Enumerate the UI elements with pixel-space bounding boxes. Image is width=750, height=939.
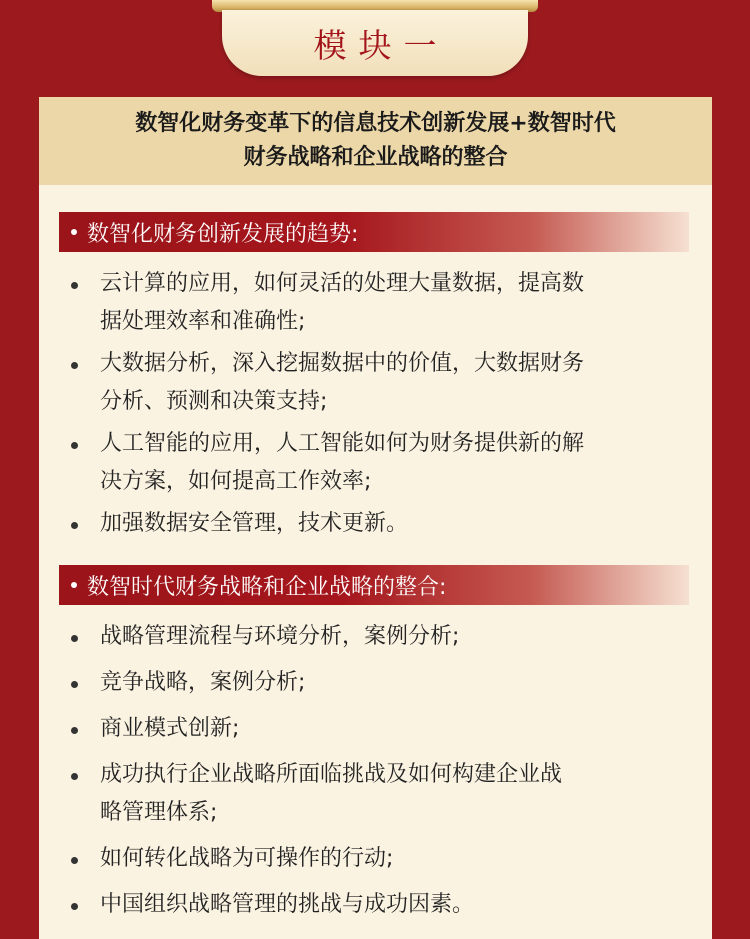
module-banner: [222, 10, 528, 76]
item-text: 中国组织战略管理的挑战与成功因素。: [100, 892, 475, 917]
section-1-list: [59, 265, 699, 543]
item-text: 竞争战略，案例分析;: [100, 670, 306, 695]
section-2-bar: [59, 565, 689, 605]
module-title: 模块一: [313, 25, 449, 65]
section-2-list: [59, 618, 699, 924]
list-item: [59, 345, 699, 421]
bullet-dot: [71, 635, 78, 642]
item-text: 决方案，如何提高工作效率;: [100, 469, 372, 494]
list-item: [59, 886, 699, 924]
list-item: [59, 618, 699, 656]
list-item: [59, 710, 699, 748]
item-text: 成功执行企业战略所面临挑战及如何构建企业战: [100, 762, 563, 787]
bullet-dot: [71, 442, 78, 449]
card-header: [39, 97, 712, 185]
section-2-title: 数智时代财务战略和企业战略的整合:: [87, 574, 447, 600]
list-item: [59, 756, 699, 832]
item-text: 人工智能的应用，人工智能如何为财务提供新的解: [100, 431, 585, 456]
item-text: 战略管理流程与环境分析，案例分析;: [100, 624, 460, 649]
item-text: 加强数据安全管理，技术更新。: [100, 511, 409, 536]
bullet-dot: [71, 857, 78, 864]
header-line-1: 数智化财务变革下的信息技术创新发展+数智时代: [135, 111, 616, 136]
item-text: 分析、预测和决策支持;: [100, 389, 328, 414]
bullet-dot: [71, 582, 77, 588]
content-card: [39, 97, 712, 939]
list-item: [59, 664, 699, 702]
list-item: [59, 425, 699, 501]
section-1-title: 数智化财务创新发展的趋势:: [87, 221, 359, 247]
bullet-dot: [71, 773, 78, 780]
list-item: [59, 505, 699, 543]
item-text: 如何转化战略为可操作的行动;: [100, 846, 394, 871]
item-text: 云计算的应用，如何灵活的处理大量数据，提高数: [100, 271, 585, 296]
list-item: [59, 840, 699, 878]
section-1-bar: [59, 212, 689, 252]
item-text: 据处理效率和准确性;: [100, 309, 306, 334]
header-line-2: 财务战略和企业战略的整合: [243, 145, 508, 170]
bullet-dot: [71, 727, 78, 734]
item-text: 大数据分析，深入挖掘数据中的价值，大数据财务: [100, 351, 585, 376]
bullet-dot: [71, 282, 78, 289]
bullet-dot: [71, 522, 78, 529]
bullet-dot: [71, 681, 78, 688]
bullet-dot: [71, 229, 77, 235]
item-text: 商业模式创新;: [100, 716, 240, 741]
list-item: [59, 265, 699, 341]
item-text: 略管理体系;: [100, 800, 218, 825]
bullet-dot: [71, 362, 78, 369]
bullet-dot: [71, 903, 78, 910]
